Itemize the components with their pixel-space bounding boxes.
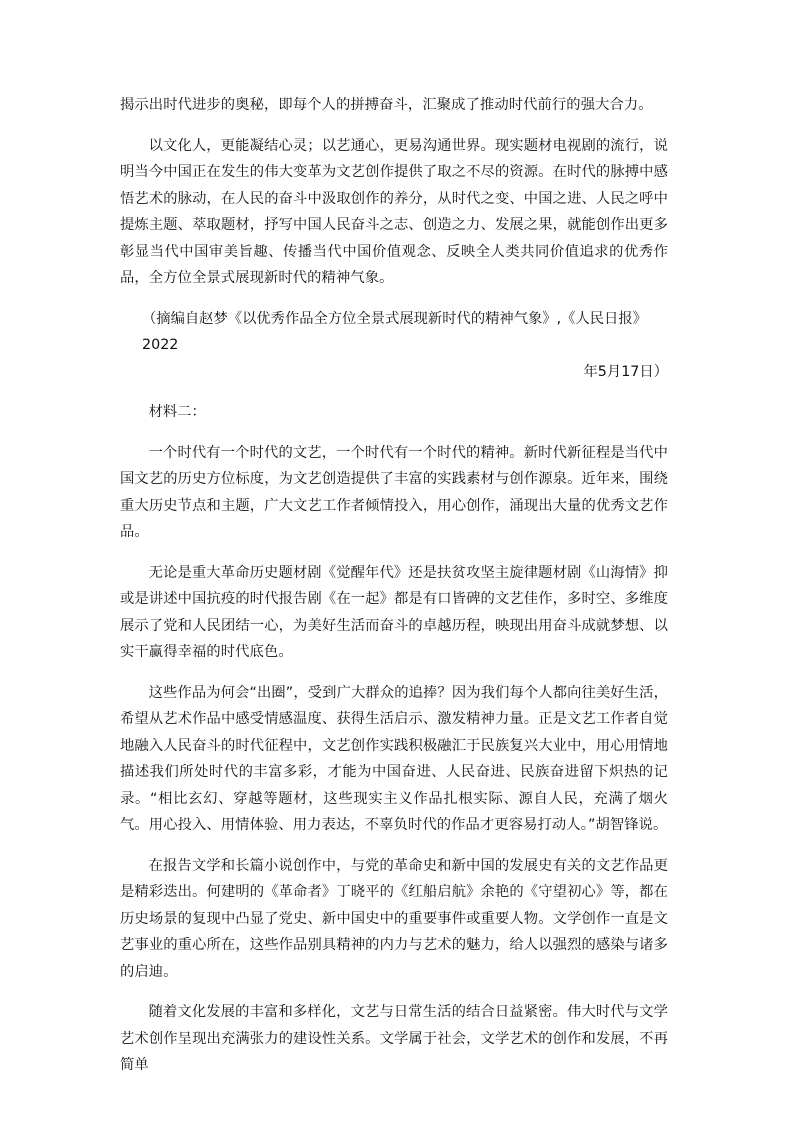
paragraph-culture: 以文化人，更能凝结心灵；以艺通心，更易沟通世界。现实题材电视剧的流行，说明当今中国正在发生的伟大变革为文艺创作提供了取之不尽的资源。在时代的脉搏中感悟艺术的脉动，在人民的奋斗中汲取创作的养分，从时代之变、中国之进、人民之呼中提炼主题、萃取题材，抒写中国人民奋斗之志、创造之力、发展之果，就能创作出更多彰显当代中国审美旨趣、传播当代中国价值观念、反映全人类共同价值追求的优秀作品，全方位全景式展现新时代的精神气象。 [120, 137, 668, 286]
paragraph-literature: 在报告文学和长篇小说创作中，与党的革命史和新中国的发展史有关的文艺作品更是精彩迭出。何建明的《革命者》丁晓平的《红船启航》余艳的《守望初心》等，都在历史场景的复现中凸显了党史、新中国史中的重要事件或重要人物。文学创作一直是文艺事业的重心所在，这些作品别具精神的内力与艺术的魅力，给人以强烈的感染与诸多的启迪。 [120, 857, 668, 980]
paragraph-tv-dramas: 无论是重大革命历史题材剧《觉醒年代》还是扶贫攻坚主旋律题材剧《山海情》抑或是讲述中国抗疫的时代报告剧《在一起》都是有口皆碑的文艺佳作，多时空、多维度展示了党和人民团结一心，为美好生活而奋斗的卓越历程，映现出用奋斗成就梦想、以实干赢得幸福的时代底色。 [120, 564, 668, 660]
material-two-heading: 材料二： [148, 404, 206, 420]
paragraph-culture-development: 随着文化发展的丰富和多样化，文艺与日常生活的结合日益紧密。伟大时代与文学艺术创作呈现出充满张力的建设性关系。文学属于社会，文学艺术的创作和发展，不再简单 [120, 1004, 668, 1073]
source-citation-line2: 年5月17日） [583, 363, 668, 380]
paragraph-era-art: 一个时代有一个时代的文艺，一个时代有一个时代的精神。新时代新征程是当代中国文艺的历史方位标度，为文艺创造提供了丰富的实践素材与创作源泉。近年来，围绕重大历史节点和主题，广大文艺工作者倾情投入，用心创作，涌现出大量的优秀文艺作品。 [120, 444, 668, 540]
document-page [120, 92, 668, 1079]
source-citation-line1: （摘编自赵梦《以优秀作品全方位全景式展现新时代的精神气象》,《人民日报》2022 [142, 310, 647, 353]
paragraph-continued: 揭示出时代进步的奥秘，即每个人的拼搏奋斗，汇聚成了推动时代前行的强大合力。 [120, 97, 653, 113]
paragraph-popularity: 这些作品为何会“出圈”，受到广大群众的追捧？因为我们每个人都向往美好生活，希望从艺术作品中感受情感温度、获得生活启示、激发精神力量。正是文艺工作者自觉地融入人民奋斗的时代征程中，文艺创作实践积极融汇于民族复兴大业中，用心用情地描述我们所处时代的丰富多彩，才能为中国奋进、人民奋进、民族奋进留下炽热的记录。“相比玄幻、穿越等题材，这些现实主义作品扎根实际、源自人民，充满了烟火气。用心投入、用情体验、用力表达，不辜负时代的作品才更容易打动人。”胡智锋说。 [120, 684, 668, 833]
source-citation [120, 306, 668, 386]
